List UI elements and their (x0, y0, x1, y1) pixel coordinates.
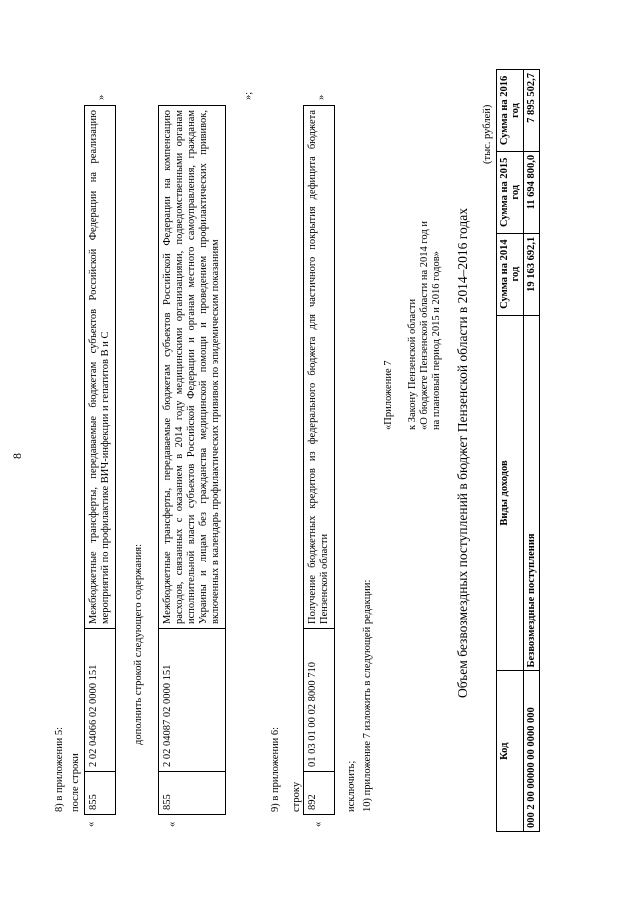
quote-open: « (167, 821, 178, 827)
header-sum-2016: Сумма на 2016 год (497, 70, 524, 152)
unit-label: (тыс. рублей) (482, 104, 493, 164)
item-8-heading: 8) в приложении 5: (54, 726, 65, 812)
appendix-line-1: к Закону Пензенской области (407, 298, 418, 430)
row-table-3 (303, 105, 335, 815)
table-row (524, 70, 540, 832)
item-9-heading: 9) в приложении 6: (270, 726, 281, 812)
text-cell: Получение бюджетных кредитов из федерального бюджета для частичного покрытия дефицита бюджета Пензенской области (304, 106, 335, 629)
quote-close: » (316, 94, 327, 100)
table-header-row (497, 70, 524, 832)
appendix-label: «Приложение 7 (383, 360, 394, 430)
after-line-text: после строки (70, 753, 81, 812)
table-row (85, 106, 116, 815)
table-title: Объем безвозмездных поступлений в бюджет Пензенской области в 2014–2016 годах (455, 208, 470, 698)
row-line-text: строку (291, 781, 302, 812)
cell-sum-2016: 7 895 502,7 (524, 70, 540, 152)
quote-close: »; (243, 91, 254, 100)
cell-code: 000 2 00 00000 00 0000 000 (524, 671, 540, 832)
header-income-type: Виды доходов (497, 315, 524, 671)
exclude-line-text: исключить; (346, 760, 357, 812)
code-cell: 855 (159, 772, 226, 815)
table-row (304, 106, 335, 815)
cell-sum-2014: 19 163 692,1 (524, 233, 540, 315)
cell-income-type: Безвозмездные поступления (524, 315, 540, 671)
code-cell: 892 (304, 772, 335, 815)
item-10-heading: 10) приложение 7 изложить в следующей редакции: (362, 579, 373, 812)
row-table-2 (158, 105, 226, 815)
table-row (159, 106, 226, 815)
add-line-text: дополнить строкой следующего содержания: (133, 543, 144, 745)
appendix-line-3: на плановый период 2015 и 2016 годов» (431, 251, 442, 430)
header-sum-2014: Сумма на 2014 год (497, 233, 524, 315)
row-table-1 (84, 105, 116, 815)
appendix-line-2: «О бюджете Пензенской области на 2014 год и (419, 221, 430, 430)
cell-sum-2015: 11 694 800,0 (524, 151, 540, 233)
code-cell: 855 (85, 772, 116, 815)
code-cell: 2 02 04066 02 0000 151 (85, 629, 116, 772)
page-number: 8 (10, 453, 24, 459)
text-cell: Межбюджетные трансферты, передаваемые бюджетам субъектов Российской Федерации на реализацию мероприятий по профилактике ВИЧ-инфекции и гепатитов В и С (85, 106, 116, 629)
code-cell: 01 03 01 00 02 8000 710 (304, 629, 335, 772)
quote-open: « (313, 821, 324, 827)
header-sum-2015: Сумма на 2015 год (497, 151, 524, 233)
quote-open: « (86, 821, 97, 827)
quote-close: » (96, 94, 107, 100)
code-cell: 2 02 04087 02 0000 151 (159, 629, 226, 772)
header-code: Код (497, 671, 524, 832)
text-cell: Межбюджетные трансферты, передаваемые бюджетам субъектов Российской Федерации на компенсацию расходов, связанных с оказанием в 2014 году медицинскими организациями, подведомственными органам исполнительной власти субъектов Российской Федерации и органам местного самоуправления, гражданам Украины и лицам без гражданства медицинской помощи и проведением профилактических прививок, включенных в календарь профилактических прививок по эпидемическим показаниям (159, 106, 226, 629)
income-table (496, 69, 540, 832)
